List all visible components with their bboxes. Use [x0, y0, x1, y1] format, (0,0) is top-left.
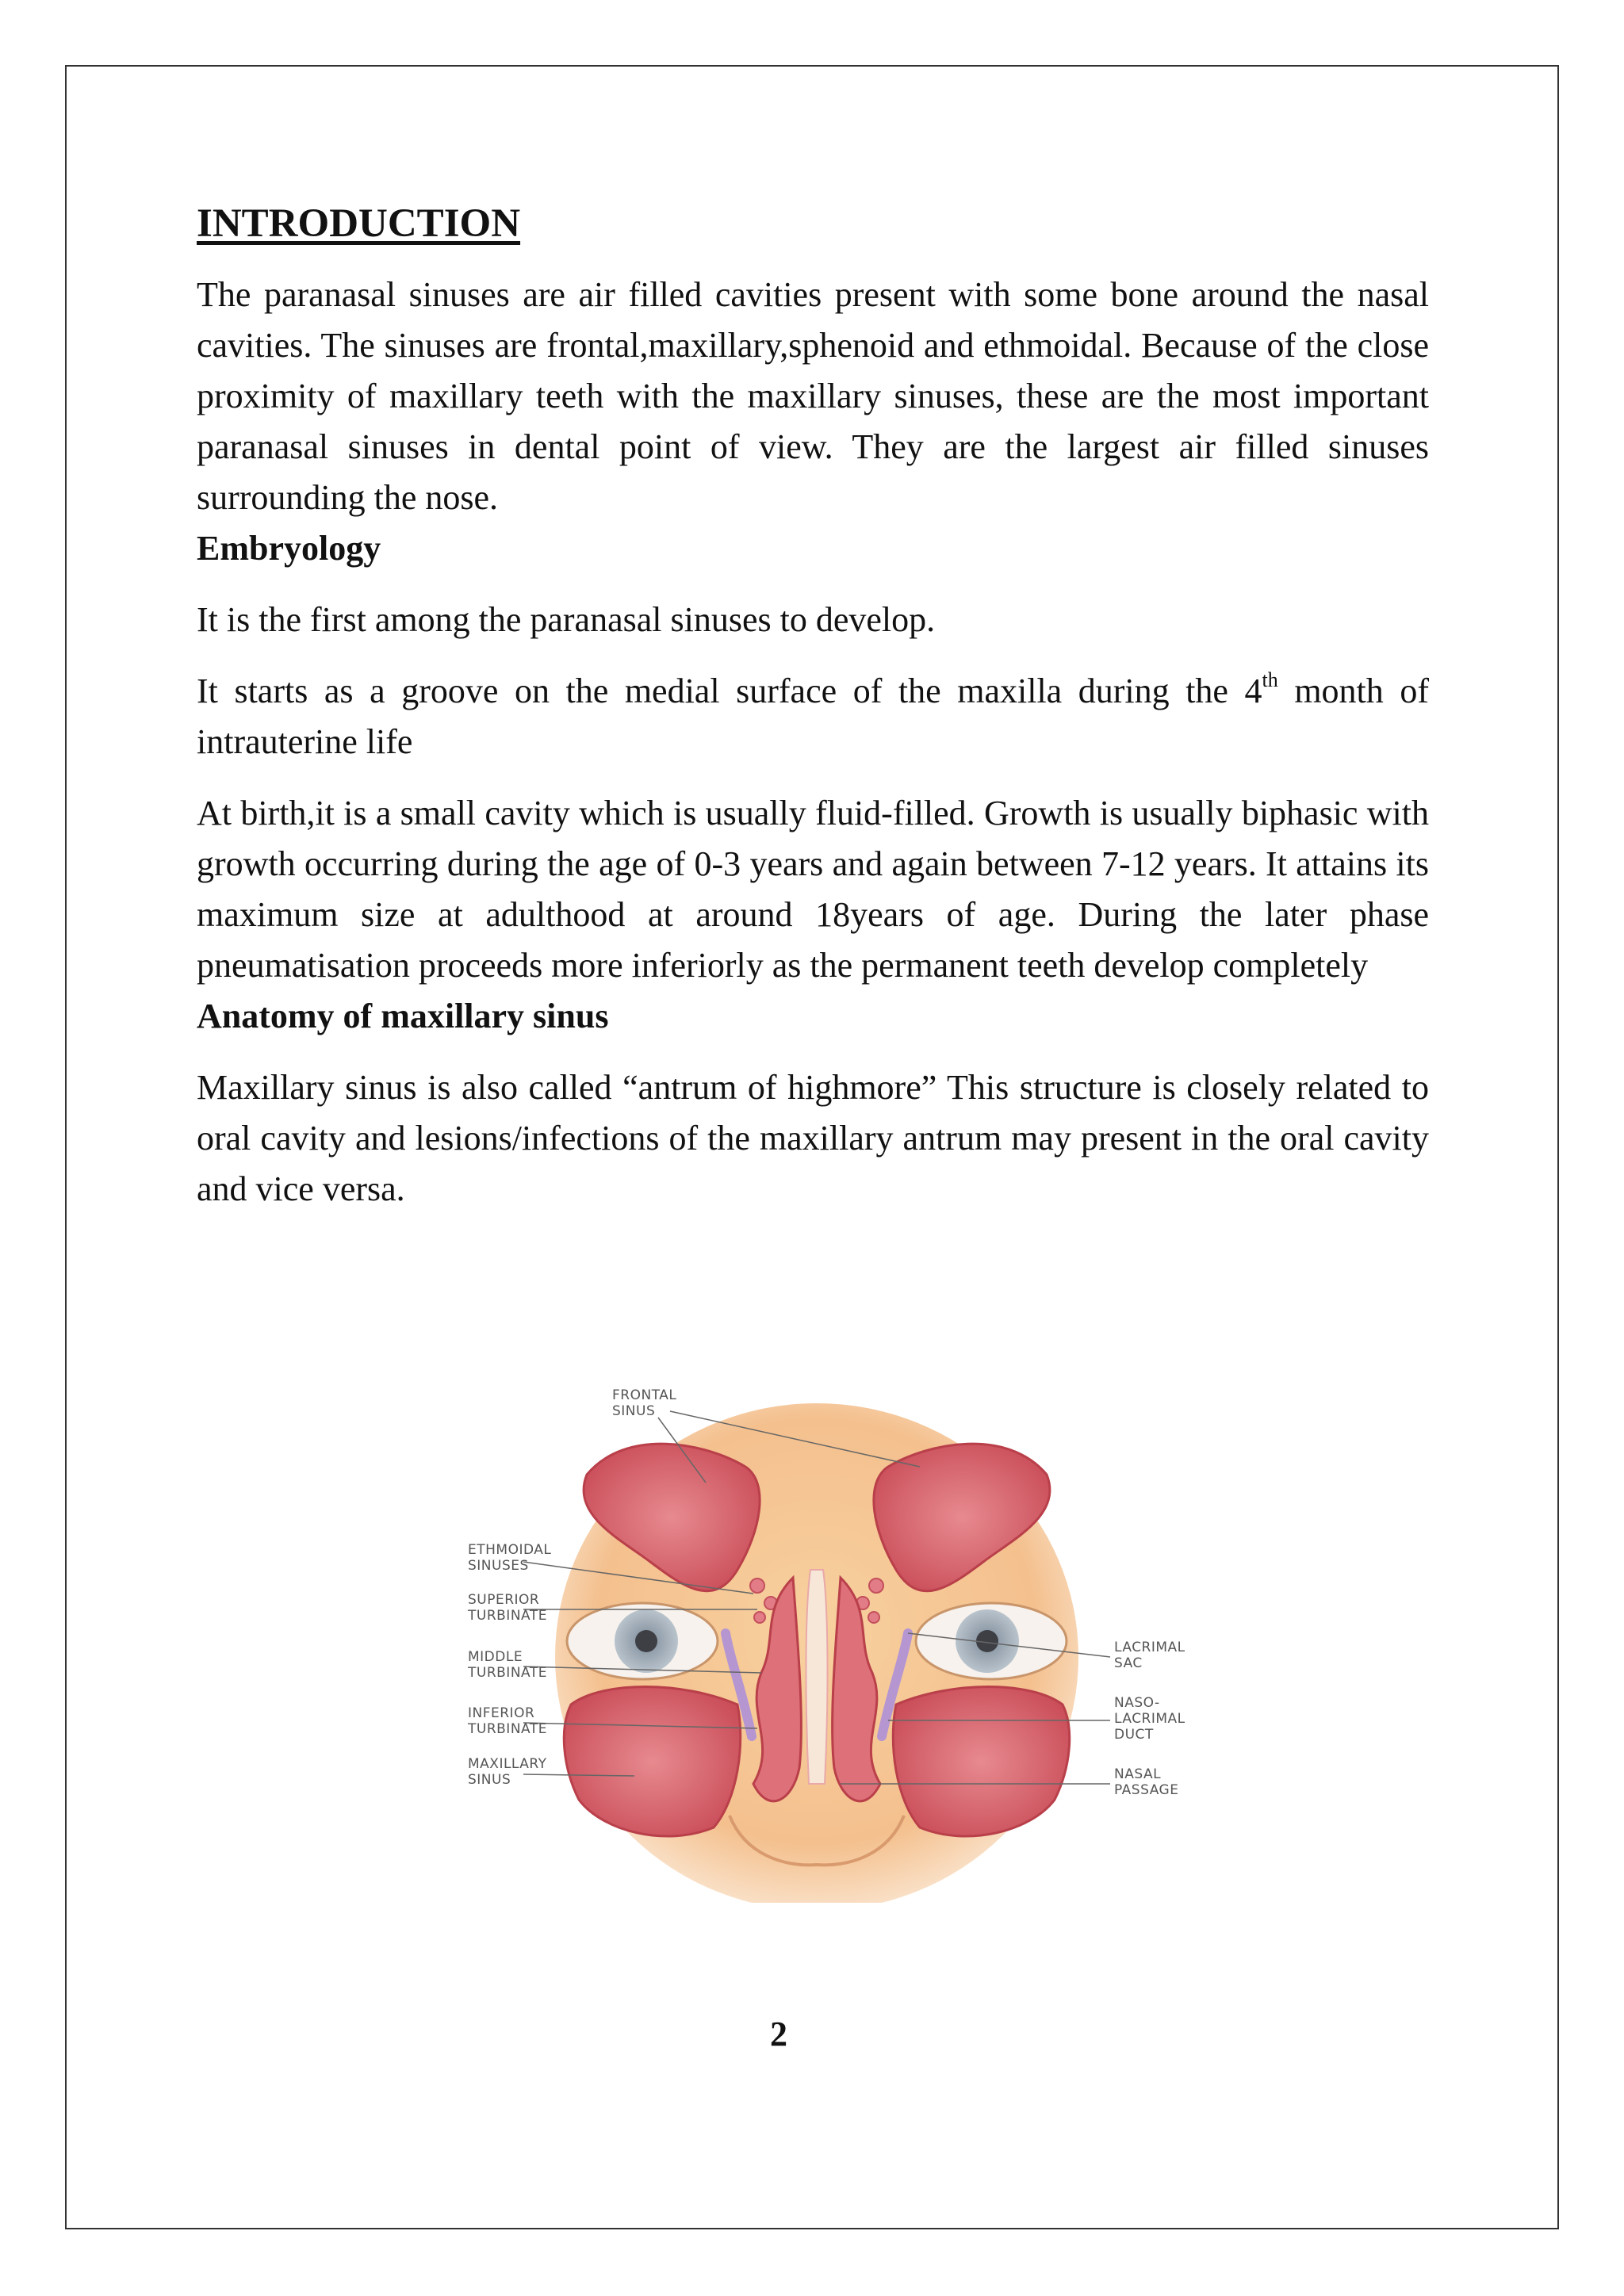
- label-frontal-2: SINUS: [612, 1403, 656, 1419]
- sinus-illustration: [444, 1372, 1189, 1903]
- anatomy-paragraph-1: Maxillary sinus is also called “antrum of highmore” This structure is closely related to oral cavity and lesions/infections of the maxillary antrum may present in the oral cavity and vice versa.: [197, 1068, 1429, 1208]
- label-inferior-1: INFERIOR: [468, 1705, 535, 1721]
- nasal-septum: [806, 1570, 827, 1784]
- label-ethmoidal-1: ETHMOIDAL: [468, 1542, 552, 1558]
- label-lacrimal-2: SAC: [1114, 1655, 1143, 1671]
- label-nasal-passage: [1114, 1766, 1178, 1798]
- embryology-paragraph-2: [197, 666, 1429, 767]
- maxillary-sinus-left: [564, 1687, 740, 1837]
- label-nasolacrimal-1: NASO-: [1114, 1695, 1160, 1711]
- label-superior-1: SUPERIOR: [468, 1592, 540, 1608]
- label-frontal-sinus: [612, 1387, 676, 1419]
- label-nasal-2: PASSAGE: [1114, 1782, 1179, 1798]
- anatomy-heading: Anatomy of maxillary sinus: [197, 997, 609, 1035]
- page-number: [0, 2014, 1624, 2054]
- label-superior-2: TURBINATE: [468, 1608, 547, 1624]
- label-superior-turbinate: [467, 1592, 547, 1624]
- label-middle-turbinate: [467, 1649, 547, 1681]
- label-maxillary-1: MAXILLARY: [468, 1756, 547, 1772]
- embryology-p2-before: It starts as a groove on the medial surface of the maxilla during the 4: [197, 672, 1262, 710]
- label-nasolacrimal-3: DUCT: [1114, 1727, 1154, 1743]
- label-nasal-1: NASAL: [1114, 1766, 1162, 1782]
- label-maxillary-2: SINUS: [468, 1772, 511, 1788]
- embryology-p2-after: month of intrauterine life: [197, 672, 1429, 761]
- pupil-left: [635, 1630, 657, 1652]
- label-ethmoidal-2: SINUSES: [468, 1558, 529, 1574]
- label-middle-2: TURBINATE: [468, 1665, 547, 1681]
- label-nasolacrimal-2: LACRIMAL: [1114, 1711, 1185, 1727]
- embryology-p2-sup: th: [1262, 668, 1278, 691]
- sinus-anatomy-figure: [444, 1372, 1189, 1903]
- page-content: [197, 198, 1429, 1215]
- label-maxillary-sinus: [468, 1756, 547, 1788]
- label-inferior-2: TURBINATE: [468, 1721, 547, 1737]
- page-title: INTRODUCTION: [197, 201, 521, 246]
- page-number-text: 2: [770, 2015, 787, 2053]
- label-middle-1: MIDDLE: [468, 1649, 523, 1665]
- label-lacrimal-1: LACRIMAL: [1114, 1640, 1185, 1655]
- label-nasolacrimal-duct: [1114, 1695, 1185, 1743]
- embryology-paragraph-3: At birth,it is a small cavity which is usually fluid-filled. Growth is usually biphasic with growth occurring during the age of 0-3 years and again between 7-12 years. It attains its maximum size at adulthood at around 18years of age. During the later phase pneumatisation proceeds more inferiorly as the permanent teeth develop completely: [197, 794, 1429, 985]
- maxillary-sinus-right: [893, 1687, 1069, 1837]
- intro-paragraph: The paranasal sinuses are air filled cavities present with some bone around the nasal cavities. The sinuses are frontal,maxillary,sphenoid and ethmoidal. Because of the close proximity of maxillary teeth with the maxillary sinuses, these are the most important paranasal sinuses in dental point of view. They are the largest air filled sinuses surrounding the nose.: [197, 275, 1429, 517]
- label-frontal-1: FRONTAL: [612, 1387, 677, 1403]
- embryology-heading: Embryology: [197, 529, 381, 568]
- label-inferior-turbinate: [467, 1705, 547, 1737]
- label-lacrimal-sac: [1114, 1640, 1185, 1671]
- embryology-paragraph-1: It is the first among the paranasal sinuses to develop.: [197, 600, 936, 639]
- label-ethmoidal-sinuses: [468, 1542, 551, 1574]
